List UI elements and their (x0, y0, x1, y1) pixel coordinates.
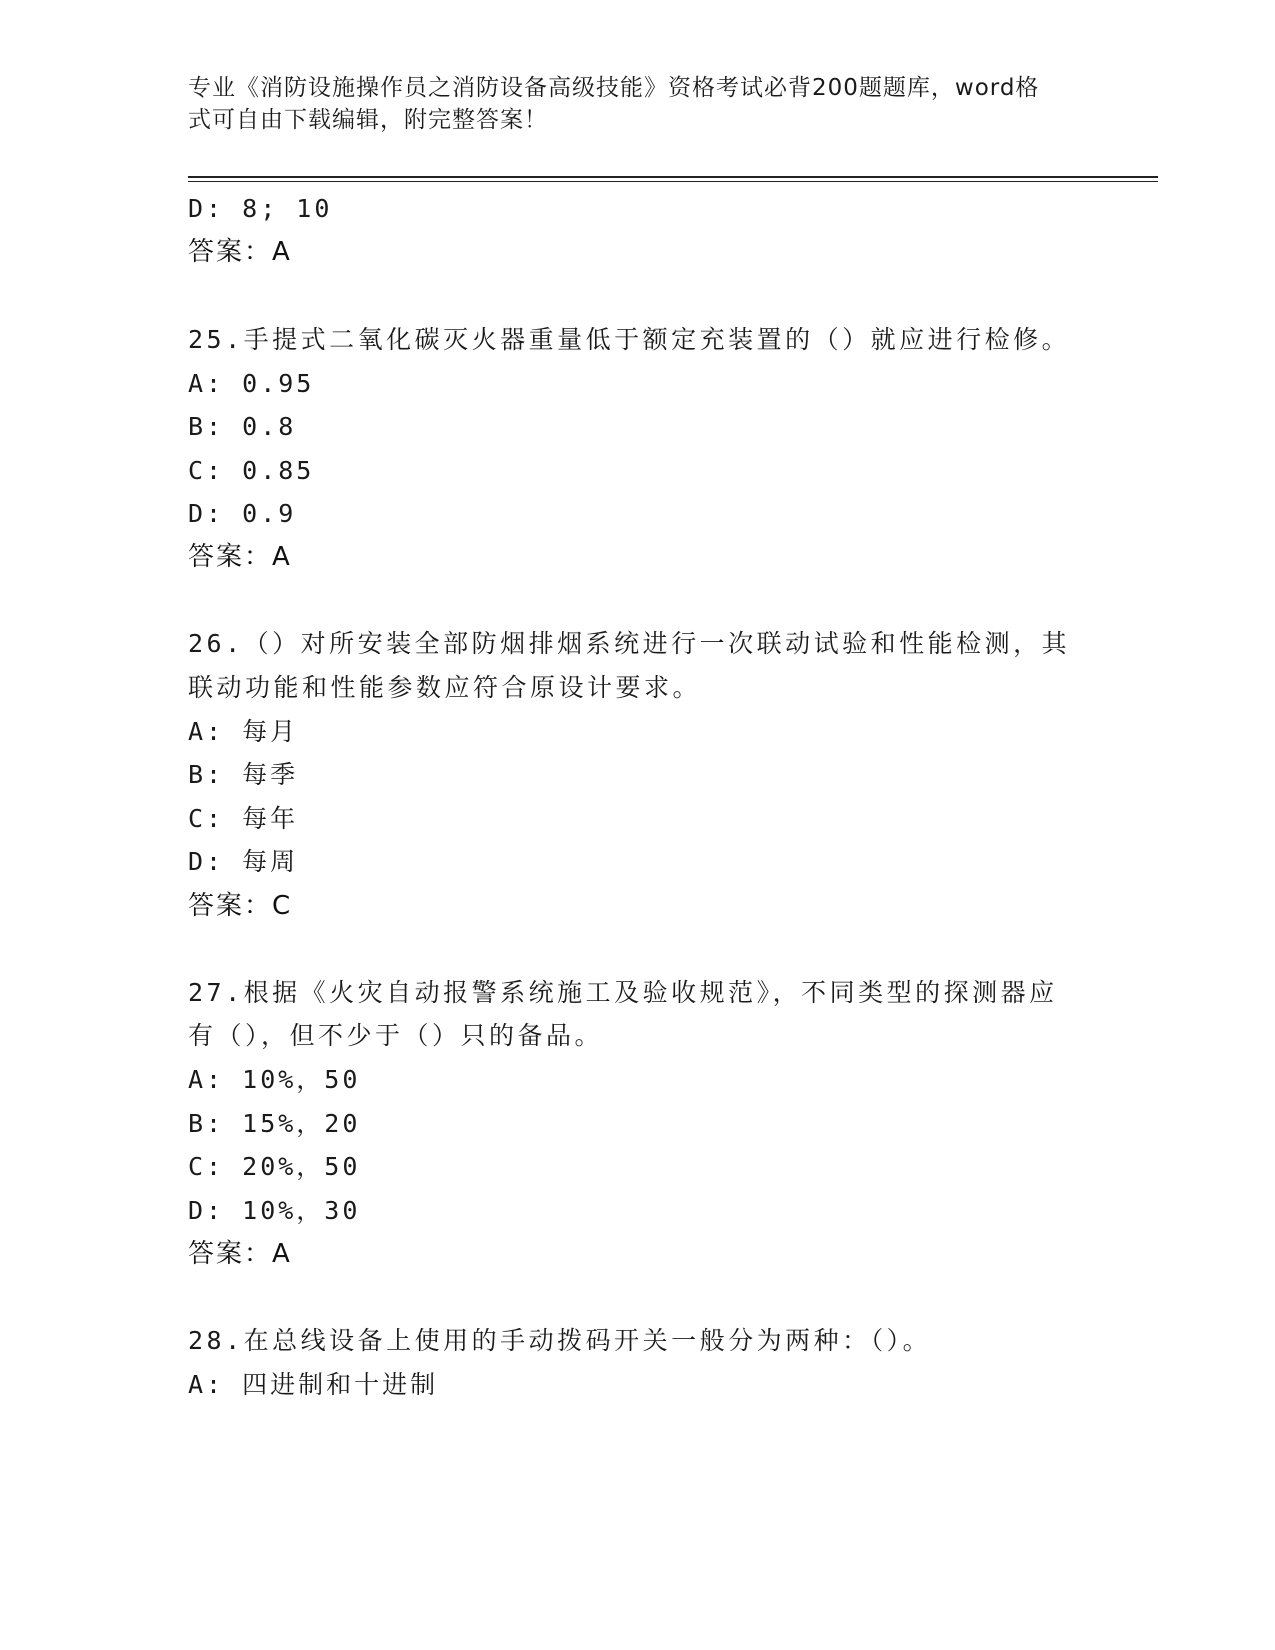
q25-option-b: B: 0.8 (188, 412, 297, 441)
q28-stem: 28.在总线设备上使用的手动拨码开关一般分为两种：（）。 (188, 1326, 932, 1355)
q25-option-c: C: 0.85 (188, 456, 315, 485)
q25-option-a: A: 0.95 (188, 369, 315, 398)
header-line-2: 式可自由下载编辑，附完整答案！ (188, 107, 548, 133)
q26-option-b: B: 每季 (188, 760, 299, 789)
header-line-1: 专业《消防设施操作员之消防设备高级技能》资格考试必背200题题库，word格 (188, 75, 1040, 101)
q26-option-a: A: 每月 (188, 717, 299, 746)
q25-answer: 答案：A (188, 542, 292, 572)
q27-option-d: D: 10%，30 (188, 1196, 361, 1225)
header-rule-thin (188, 181, 1158, 182)
prev-answer: 答案：A (188, 237, 292, 267)
q28-option-a: A: 四进制和十进制 (188, 1370, 439, 1399)
q27-answer: 答案：A (188, 1239, 292, 1269)
q25-option-d: D: 0.9 (188, 499, 297, 528)
q27-option-b: B: 15%，20 (188, 1109, 361, 1138)
q27-option-c: C: 20%，50 (188, 1152, 361, 1181)
header-rule-thick (188, 176, 1158, 178)
q26-stem-line-2: 联动功能和性能参数应符合原设计要求。 (188, 673, 702, 702)
document-header (188, 72, 1088, 136)
q25-stem: 25.手提式二氧化碳灭火器重量低于额定充装置的（）就应进行检修。 (188, 325, 1071, 354)
q26-answer: 答案：C (188, 891, 293, 921)
prev-option-d: D: 8; 10 (188, 194, 333, 223)
q26-stem-line-1: 26.（）对所安装全部防烟排烟系统进行一次联动试验和性能检测，其 (188, 629, 1071, 658)
q27-stem-line-1: 27.根据《火灾自动报警系统施工及验收规范》，不同类型的探测器应 (188, 978, 1058, 1007)
q27-stem-line-2: 有（），但不少于（）只的备品。 (188, 1021, 604, 1050)
q27-option-a: A: 10%，50 (188, 1065, 361, 1094)
q26-option-d: D: 每周 (188, 847, 299, 876)
q26-option-c: C: 每年 (188, 804, 299, 833)
